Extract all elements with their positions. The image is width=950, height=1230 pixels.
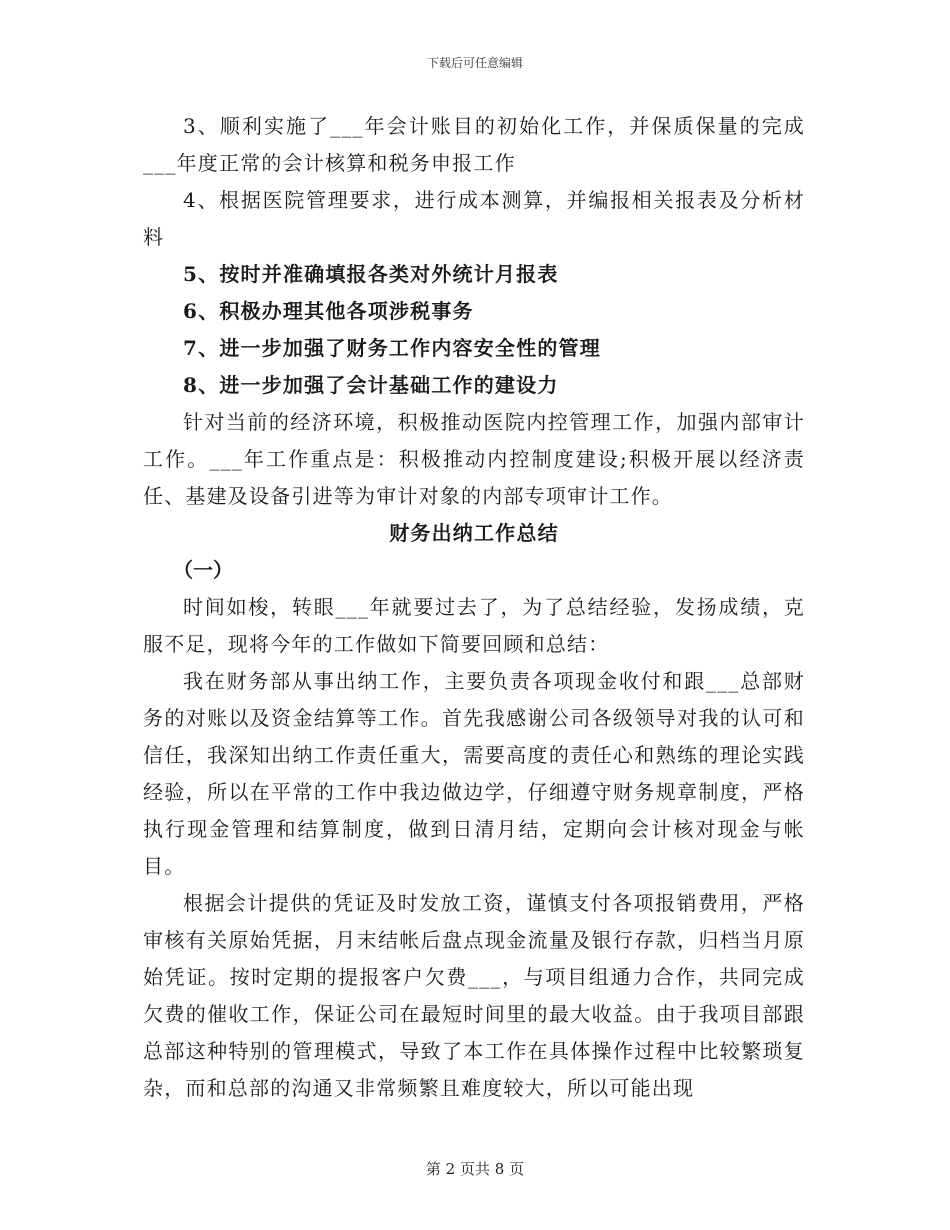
paragraph-payments: 根据会计提供的凭证及时发放工资，谨慎支付各项报销费用，严格审核有关原始凭据，月末结帐后盘点现金流量及银行存款，归档当月原始凭证。按时定期的提报客户欠费___，与项目组通力合作，共同完成欠费的催收工作，保证公司在最短时间里的最大收益。由于我项目部跟总部这种特别的管理模式，导致了本工作在具体操作过程中比较繁琐复杂，而和总部的沟通又非常频繁且难度较大，所以可能出现 xyxy=(143,891,805,1100)
section-title: 财务出纳工作总结 xyxy=(389,521,559,545)
section-subtitle: （一） xyxy=(173,558,233,582)
download-note: 下载后可任意编辑 xyxy=(426,56,523,70)
paragraph-duties: 我在财务部从事出纳工作，主要负责各项现金收付和跟___总部财务的对账以及资金结算等工作。首先我感谢公司各级领导对我的认可和信任，我深知出纳工作责任重大，需要高度的责任心和熟练的理论实践经验，所以在平常的工作中我边做边学，仔细遵守财务规章制度，严格执行现金管理和结算制度，做到日清月结，定期向会计核对现金与帐目。 xyxy=(143,669,805,878)
paragraph-item-7: 7、进一步加强了财务工作内容安全性的管理 xyxy=(183,336,601,360)
paragraph-intro: 时间如梭，转眼___年就要过去了，为了总结经验，发扬成绩，克服不足，现将今年的工作做如下简要回顾和总结： xyxy=(143,595,805,656)
document-body xyxy=(143,108,805,1107)
page-number: 第 2 页共 8 页 xyxy=(425,1160,525,1178)
paragraph-item-6: 6、积极办理其他各项涉税事务 xyxy=(183,299,474,323)
paragraph-audit: 针对当前的经济环境，积极推动医院内控管理工作，加强内部审计工作。___年工作重点是：积极推动内控制度建设;积极开展以经济责任、基建及设备引进等为审计对象的内部专项审计工作。 xyxy=(143,410,805,508)
paragraph-item-8: 8、进一步加强了会计基础工作的建设力 xyxy=(183,373,559,397)
paragraph-item-5: 5、按时并准确填报各类对外统计月报表 xyxy=(183,262,559,286)
paragraph-item-3: 3、顺利实施了___年会计账目的初始化工作，并保质保量的完成___年度正常的会计核算和税务申报工作 xyxy=(143,114,805,175)
paragraph-item-4: 4、根据医院管理要求，进行成本测算，并编报相关报表及分析材料 xyxy=(143,188,805,249)
